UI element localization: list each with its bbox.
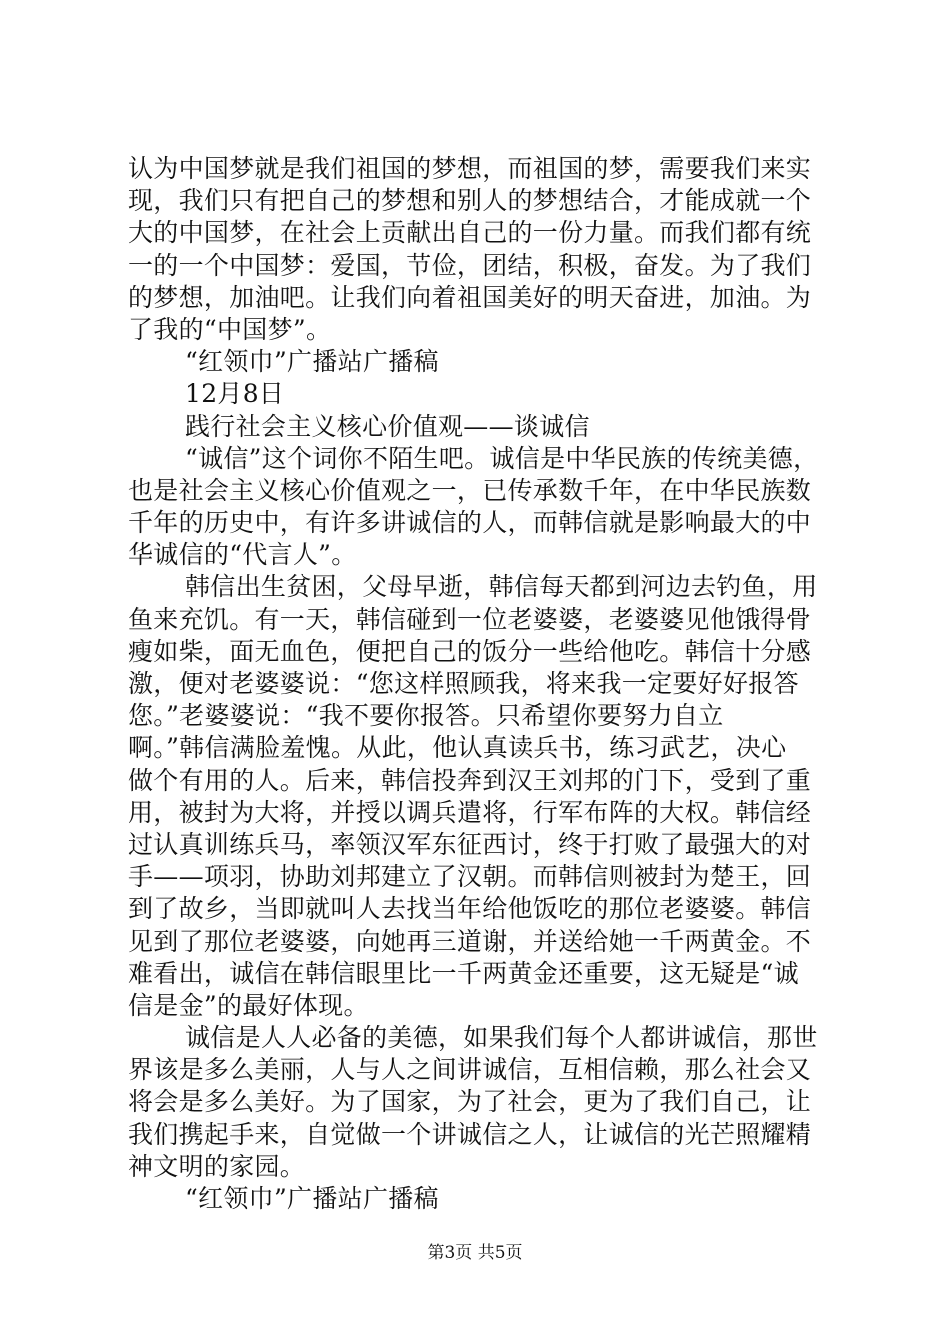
text-line: 难看出，诚信在韩信眼里比一千两黄金还重要，这无疑是“诚: [128, 958, 799, 988]
text-line: 啊。”韩信满脸羞愧。从此，他认真读兵书，练习武艺，决心: [128, 733, 787, 763]
text-line: 认为中国梦就是我们祖国的梦想，而祖国的梦，需要我们来实: [128, 154, 812, 183]
broadcast-heading: “红领巾”广播站广播稿: [185, 347, 439, 377]
text-line: 华诚信的“代言人”。: [128, 540, 357, 570]
text-line: 过认真训练兵马，率领汉军东征西讨，终于打败了最强大的对: [128, 829, 812, 859]
text-line: 诚信是人人必备的美德，如果我们每个人都讲诚信，那世: [185, 1023, 818, 1053]
text-line: 信是金”的最好体现。: [128, 990, 369, 1020]
text-line: 见到了那位老婆婆，向她再三道谢，并送给她一千两黄金。不: [128, 926, 812, 956]
text-line: 界该是多么美丽，人与人之间讲诚信，互相信赖，那么社会又: [128, 1055, 812, 1085]
article-title: 践行社会主义核心价值观——谈诚信: [185, 411, 590, 441]
text-line: 了我的“中国梦”。: [128, 314, 332, 344]
page-number-footer: 第3页 共5页: [427, 1243, 523, 1263]
text-line: 瘦如柴，面无血色，便把自己的饭分一些给他吃。韩信十分感: [128, 636, 812, 666]
text-line: 一的一个中国梦：爱国，节俭，团结，积极，奋发。为了我们: [128, 250, 812, 280]
text-line: 到了故乡，当即就叫人去找当年给他饭吃的那位老婆婆。韩信: [128, 894, 812, 924]
text-line: “诚信”这个词你不陌生吧。诚信是中华民族的传统美德，: [185, 443, 819, 473]
text-line: 您。”老婆婆说：“我不要你报答。只希望你要努力自立: [128, 701, 724, 731]
text-line: 做个有用的人。后来，韩信投奔到汉王刘邦的门下，受到了重: [128, 765, 812, 795]
text-line: 手——项羽，协助刘邦建立了汉朝。而韩信则被封为楚王，回: [128, 862, 812, 892]
text-line: 的梦想，加油吧。让我们向着祖国美好的明天奋进，加油。为: [128, 282, 812, 312]
text-line: 也是社会主义核心价值观之一，已传承数千年，在中华民族数: [128, 475, 812, 505]
document-body: [128, 153, 828, 1215]
text-line: 我们携起手来，自觉做一个讲诚信之人，让诚信的光芒照耀精: [128, 1119, 812, 1149]
text-line: 将会是多么美好。为了国家，为了社会，更为了我们自己，让: [128, 1087, 812, 1117]
text-line: 激，便对老婆婆说：“您这样照顾我，将来我一定要好好报答: [128, 669, 799, 698]
text-line: 现，我们只有把自己的梦想和别人的梦想结合，才能成就一个: [128, 186, 812, 216]
text-line: 鱼来充饥。有一天，韩信碰到一位老婆婆，老婆婆见他饿得骨: [128, 604, 812, 634]
text-line: 韩信出生贫困，父母早逝，韩信每天都到河边去钓鱼，用: [185, 572, 818, 602]
text-line: 神文明的家园。: [128, 1151, 306, 1181]
text-line: 用，被封为大将，并授以调兵遣将，行军布阵的大权。韩信经: [128, 797, 812, 827]
date-line: 12月8日: [185, 379, 285, 409]
text-line: 大的中国梦，在社会上贡献出自己的一份力量。而我们都有统: [128, 218, 812, 248]
text-line: 千年的历史中，有许多讲诚信的人，而韩信就是影响最大的中: [128, 508, 812, 538]
broadcast-heading: “红领巾”广播站广播稿: [185, 1184, 439, 1213]
